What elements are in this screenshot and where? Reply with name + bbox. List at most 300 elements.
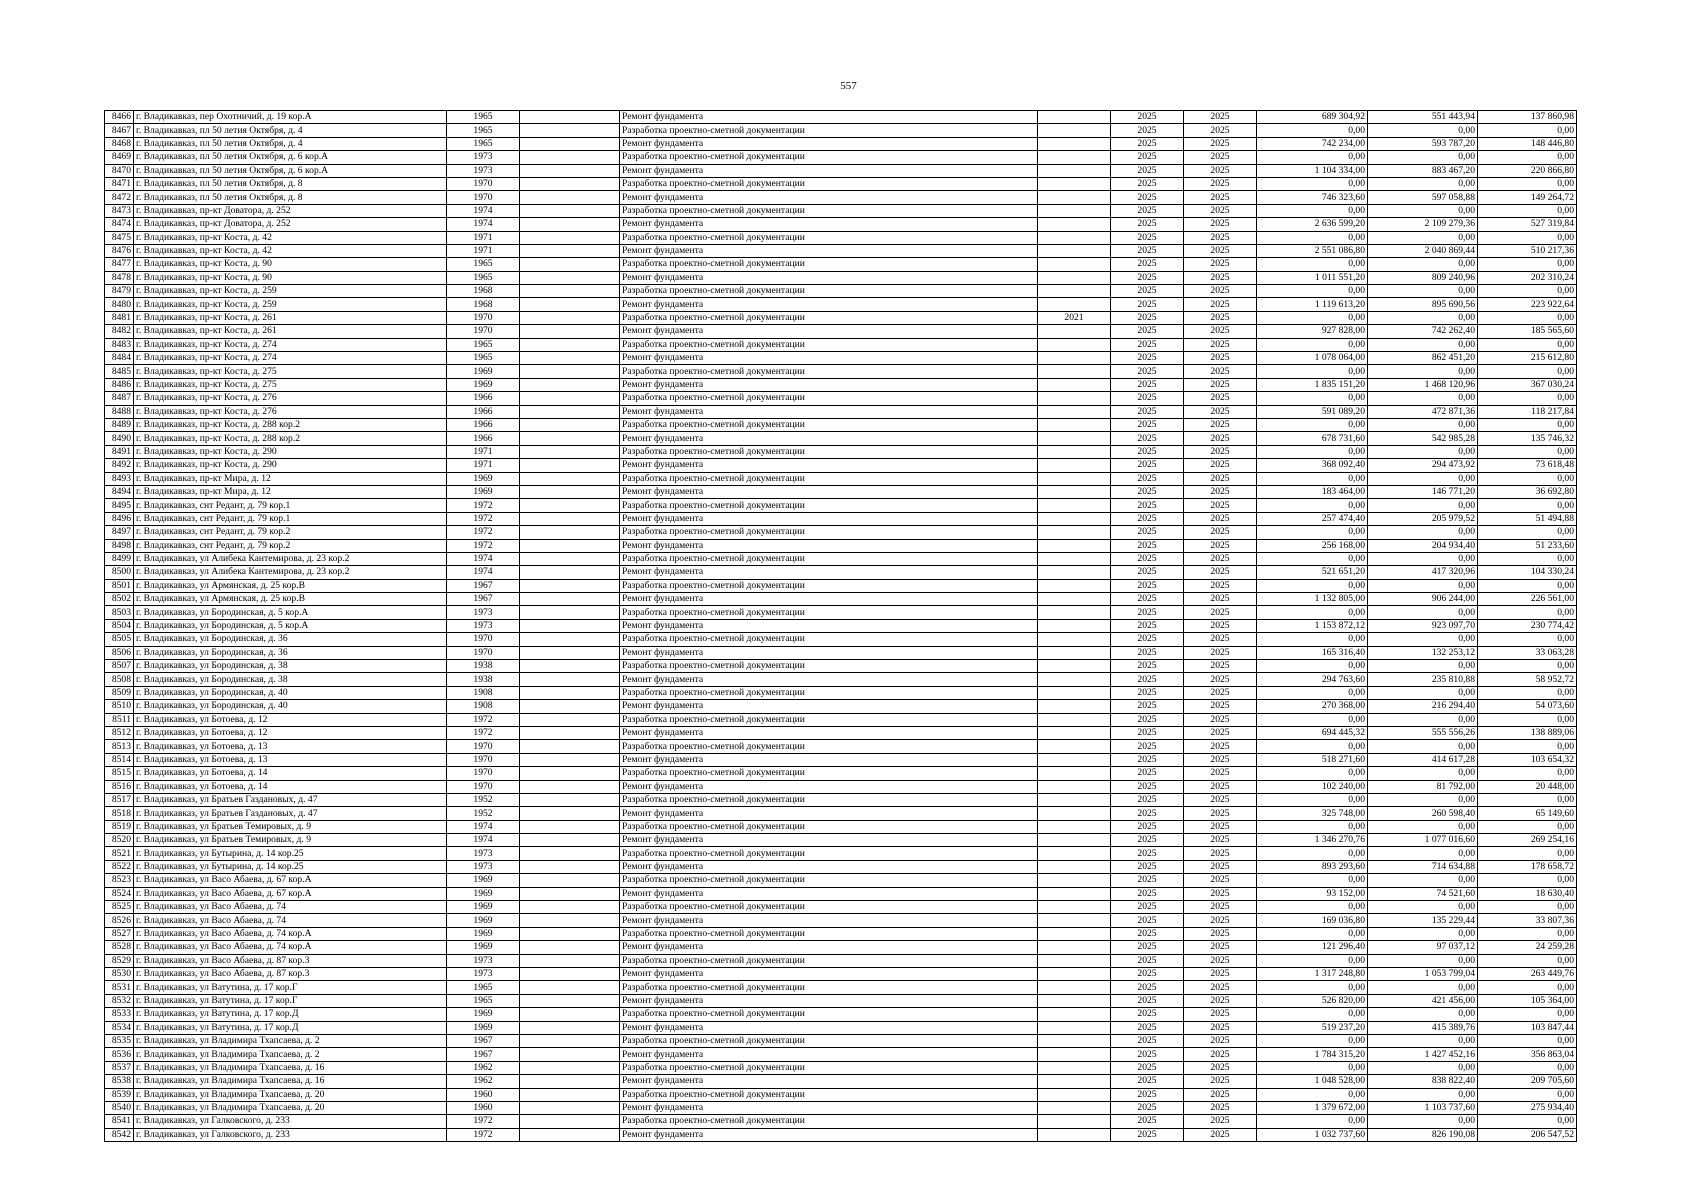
total-cost-cell: 0,00	[1257, 472, 1368, 485]
plan-start-cell: 2025	[1111, 352, 1184, 365]
prev-year-cell	[1038, 954, 1111, 967]
plan-start-cell: 2025	[1111, 1034, 1184, 1047]
build-year-cell: 1970	[447, 753, 520, 766]
table-row	[105, 552, 1577, 565]
fund-share-cell: 0,00	[1368, 660, 1478, 673]
build-year-cell: 1965	[447, 124, 520, 137]
plan-end-cell: 2025	[1184, 700, 1257, 713]
work-type-cell: Разработка проектно-сметной документации	[620, 1088, 1038, 1101]
prev-year-cell	[1038, 191, 1111, 204]
total-cost-cell: 0,00	[1257, 1115, 1368, 1128]
plan-start-cell: 2025	[1111, 485, 1184, 498]
total-cost-cell: 2 551 086,80	[1257, 244, 1368, 257]
total-cost-cell: 1 104 334,00	[1257, 164, 1368, 177]
total-cost-cell: 591 089,20	[1257, 405, 1368, 418]
owner-share-cell: 0,00	[1478, 365, 1577, 378]
fund-share-cell: 883 467,20	[1368, 164, 1478, 177]
build-year-cell: 1970	[447, 325, 520, 338]
work-type-cell: Ремонт фундамента	[620, 405, 1038, 418]
row-number: 8527	[105, 927, 134, 940]
blank-cell	[520, 566, 620, 579]
row-number: 8490	[105, 432, 134, 445]
plan-start-cell: 2025	[1111, 151, 1184, 164]
owner-share-cell: 0,00	[1478, 793, 1577, 806]
total-cost-cell: 521 651,20	[1257, 566, 1368, 579]
build-year-cell: 1972	[447, 539, 520, 552]
plan-end-cell: 2025	[1184, 767, 1257, 780]
address-cell: г. Владикавказ, ул Бородинская, д. 5 кор.А	[134, 606, 447, 619]
table-row	[105, 807, 1577, 820]
owner-share-cell: 103 654,32	[1478, 753, 1577, 766]
prev-year-cell	[1038, 646, 1111, 659]
address-cell: г. Владикавказ, ул Васо Абаева, д. 74	[134, 914, 447, 927]
work-type-cell: Разработка проектно-сметной документации	[620, 285, 1038, 298]
blank-cell	[520, 1008, 620, 1021]
owner-share-cell: 65 149,60	[1478, 807, 1577, 820]
blank-cell	[520, 432, 620, 445]
plan-start-cell: 2025	[1111, 325, 1184, 338]
table-row	[105, 378, 1577, 391]
prev-year-cell	[1038, 726, 1111, 739]
address-cell: г. Владикавказ, ул Братьев Темировых, д. 9	[134, 834, 447, 847]
row-number: 8499	[105, 552, 134, 565]
fund-share-cell: 0,00	[1368, 499, 1478, 512]
fund-share-cell: 0,00	[1368, 204, 1478, 217]
build-year-cell: 1908	[447, 686, 520, 699]
address-cell: г. Владикавказ, пр-кт Коста, д. 274	[134, 338, 447, 351]
plan-end-cell: 2025	[1184, 1115, 1257, 1128]
fund-share-cell: 1 427 452,16	[1368, 1048, 1478, 1061]
blank-cell	[520, 418, 620, 431]
owner-share-cell: 223 922,64	[1478, 298, 1577, 311]
owner-share-cell: 149 264,72	[1478, 191, 1577, 204]
table-row	[105, 646, 1577, 659]
build-year-cell: 1969	[447, 1021, 520, 1034]
build-year-cell: 1962	[447, 1061, 520, 1074]
total-cost-cell: 0,00	[1257, 124, 1368, 137]
plan-end-cell: 2025	[1184, 673, 1257, 686]
total-cost-cell: 0,00	[1257, 633, 1368, 646]
work-type-cell: Ремонт фундамента	[620, 753, 1038, 766]
fund-share-cell: 205 979,52	[1368, 512, 1478, 525]
plan-end-cell: 2025	[1184, 713, 1257, 726]
work-type-cell: Разработка проектно-сметной документации	[620, 927, 1038, 940]
owner-share-cell: 367 030,24	[1478, 378, 1577, 391]
build-year-cell: 1938	[447, 660, 520, 673]
plan-start-cell: 2025	[1111, 552, 1184, 565]
build-year-cell: 1969	[447, 472, 520, 485]
address-cell: г. Владикавказ, ул Владимира Тхапсаева, д. 20	[134, 1101, 447, 1114]
owner-share-cell: 275 934,40	[1478, 1101, 1577, 1114]
prev-year-cell	[1038, 1075, 1111, 1088]
prev-year-cell	[1038, 1021, 1111, 1034]
work-type-cell: Разработка проектно-сметной документации	[620, 633, 1038, 646]
blank-cell	[520, 807, 620, 820]
address-cell: г. Владикавказ, пр-кт Коста, д. 275	[134, 378, 447, 391]
total-cost-cell: 0,00	[1257, 1088, 1368, 1101]
work-type-cell: Разработка проектно-сметной документации	[620, 954, 1038, 967]
owner-share-cell: 20 448,00	[1478, 780, 1577, 793]
table-row	[105, 1061, 1577, 1074]
table-row	[105, 1101, 1577, 1114]
owner-share-cell: 185 565,60	[1478, 325, 1577, 338]
plan-end-cell: 2025	[1184, 793, 1257, 806]
blank-cell	[520, 164, 620, 177]
work-type-cell: Ремонт фундамента	[620, 378, 1038, 391]
build-year-cell: 1965	[447, 111, 520, 124]
work-type-cell: Разработка проектно-сметной документации	[620, 552, 1038, 565]
work-type-cell: Ремонт фундамента	[620, 619, 1038, 632]
plan-start-cell: 2025	[1111, 740, 1184, 753]
plan-start-cell: 2025	[1111, 606, 1184, 619]
prev-year-cell	[1038, 780, 1111, 793]
owner-share-cell: 138 889,06	[1478, 726, 1577, 739]
blank-cell	[520, 927, 620, 940]
table-row	[105, 914, 1577, 927]
plan-end-cell: 2025	[1184, 1034, 1257, 1047]
row-number: 8507	[105, 660, 134, 673]
address-cell: г. Владикавказ, ул Ватутина, д. 17 кор.Г	[134, 994, 447, 1007]
fund-share-cell: 0,00	[1368, 740, 1478, 753]
table-row	[105, 927, 1577, 940]
table-row	[105, 941, 1577, 954]
total-cost-cell: 0,00	[1257, 874, 1368, 887]
plan-start-cell: 2025	[1111, 700, 1184, 713]
table-row	[105, 418, 1577, 431]
build-year-cell: 1972	[447, 726, 520, 739]
owner-share-cell: 0,00	[1478, 686, 1577, 699]
owner-share-cell: 0,00	[1478, 445, 1577, 458]
row-number: 8534	[105, 1021, 134, 1034]
owner-share-cell: 0,00	[1478, 285, 1577, 298]
plan-start-cell: 2025	[1111, 941, 1184, 954]
plan-end-cell: 2025	[1184, 981, 1257, 994]
plan-start-cell: 2025	[1111, 512, 1184, 525]
plan-end-cell: 2025	[1184, 968, 1257, 981]
total-cost-cell: 0,00	[1257, 660, 1368, 673]
fund-share-cell: 809 240,96	[1368, 271, 1478, 284]
row-number: 8504	[105, 619, 134, 632]
blank-cell	[520, 1061, 620, 1074]
work-type-cell: Разработка проектно-сметной документации	[620, 151, 1038, 164]
prev-year-cell	[1038, 499, 1111, 512]
plan-end-cell: 2025	[1184, 298, 1257, 311]
plan-end-cell: 2025	[1184, 1021, 1257, 1034]
total-cost-cell: 0,00	[1257, 847, 1368, 860]
blank-cell	[520, 726, 620, 739]
fund-share-cell: 0,00	[1368, 1034, 1478, 1047]
table-row	[105, 726, 1577, 739]
row-number: 8530	[105, 968, 134, 981]
fund-share-cell: 0,00	[1368, 981, 1478, 994]
row-number: 8501	[105, 579, 134, 592]
address-cell: г. Владикавказ, ул Бородинская, д. 38	[134, 673, 447, 686]
total-cost-cell: 0,00	[1257, 231, 1368, 244]
build-year-cell: 1967	[447, 1034, 520, 1047]
total-cost-cell: 526 820,00	[1257, 994, 1368, 1007]
address-cell: г. Владикавказ, пл 50 летия Октября, д. 4	[134, 137, 447, 150]
blank-cell	[520, 459, 620, 472]
blank-cell	[520, 1088, 620, 1101]
row-number: 8517	[105, 793, 134, 806]
plan-end-cell: 2025	[1184, 111, 1257, 124]
work-type-cell: Разработка проектно-сметной документации	[620, 713, 1038, 726]
build-year-cell: 1967	[447, 579, 520, 592]
blank-cell	[520, 686, 620, 699]
total-cost-cell: 1 835 151,20	[1257, 378, 1368, 391]
fund-share-cell: 0,00	[1368, 365, 1478, 378]
table-row	[105, 874, 1577, 887]
table-row	[105, 338, 1577, 351]
table-row	[105, 365, 1577, 378]
owner-share-cell: 0,00	[1478, 552, 1577, 565]
prev-year-cell	[1038, 981, 1111, 994]
plan-end-cell: 2025	[1184, 258, 1257, 271]
plan-start-cell: 2025	[1111, 231, 1184, 244]
fund-share-cell: 132 253,12	[1368, 646, 1478, 659]
plan-start-cell: 2025	[1111, 566, 1184, 579]
row-number: 8487	[105, 392, 134, 405]
build-year-cell: 1973	[447, 954, 520, 967]
plan-start-cell: 2025	[1111, 593, 1184, 606]
prev-year-cell	[1038, 606, 1111, 619]
plan-start-cell: 2025	[1111, 1088, 1184, 1101]
row-number: 8489	[105, 418, 134, 431]
owner-share-cell: 118 217,84	[1478, 405, 1577, 418]
address-cell: г. Владикавказ, ул Васо Абаева, д. 74	[134, 901, 447, 914]
row-number: 8479	[105, 285, 134, 298]
row-number: 8496	[105, 512, 134, 525]
fund-share-cell: 1 103 737,60	[1368, 1101, 1478, 1114]
address-cell: г. Владикавказ, ул Владимира Тхапсаева, д. 2	[134, 1034, 447, 1047]
table-row	[105, 539, 1577, 552]
address-cell: г. Владикавказ, пр-кт Коста, д. 261	[134, 325, 447, 338]
prev-year-cell	[1038, 753, 1111, 766]
address-cell: г. Владикавказ, ул Братьев Газдановых, д. 47	[134, 807, 447, 820]
row-number: 8476	[105, 244, 134, 257]
total-cost-cell: 1 078 064,00	[1257, 352, 1368, 365]
build-year-cell: 1970	[447, 633, 520, 646]
prev-year-cell: 2021	[1038, 311, 1111, 324]
build-year-cell: 1970	[447, 191, 520, 204]
plan-end-cell: 2025	[1184, 405, 1257, 418]
prev-year-cell	[1038, 204, 1111, 217]
row-number: 8481	[105, 311, 134, 324]
work-type-cell: Ремонт фундамента	[620, 593, 1038, 606]
build-year-cell: 1965	[447, 338, 520, 351]
work-type-cell: Ремонт фундамента	[620, 137, 1038, 150]
blank-cell	[520, 619, 620, 632]
row-number: 8511	[105, 713, 134, 726]
work-type-cell: Ремонт фундамента	[620, 860, 1038, 873]
row-number: 8492	[105, 459, 134, 472]
owner-share-cell: 0,00	[1478, 258, 1577, 271]
table-row	[105, 191, 1577, 204]
owner-share-cell: 0,00	[1478, 177, 1577, 190]
owner-share-cell: 24 259,28	[1478, 941, 1577, 954]
fund-share-cell: 414 617,28	[1368, 753, 1478, 766]
plan-end-cell: 2025	[1184, 485, 1257, 498]
plan-end-cell: 2025	[1184, 726, 1257, 739]
table-row	[105, 740, 1577, 753]
total-cost-cell: 121 296,40	[1257, 941, 1368, 954]
build-year-cell: 1972	[447, 1128, 520, 1141]
table-row	[105, 325, 1577, 338]
total-cost-cell: 165 316,40	[1257, 646, 1368, 659]
fund-share-cell: 0,00	[1368, 606, 1478, 619]
plan-end-cell: 2025	[1184, 927, 1257, 940]
table-row	[105, 820, 1577, 833]
blank-cell	[520, 298, 620, 311]
build-year-cell: 1973	[447, 164, 520, 177]
total-cost-cell: 0,00	[1257, 177, 1368, 190]
fund-share-cell: 0,00	[1368, 338, 1478, 351]
blank-cell	[520, 660, 620, 673]
total-cost-cell: 0,00	[1257, 686, 1368, 699]
row-number: 8474	[105, 218, 134, 231]
build-year-cell: 1973	[447, 968, 520, 981]
table-row	[105, 606, 1577, 619]
row-number: 8513	[105, 740, 134, 753]
plan-start-cell: 2025	[1111, 968, 1184, 981]
blank-cell	[520, 258, 620, 271]
total-cost-cell: 1 346 270,76	[1257, 834, 1368, 847]
blank-cell	[520, 1034, 620, 1047]
plan-start-cell: 2025	[1111, 874, 1184, 887]
blank-cell	[520, 338, 620, 351]
plan-start-cell: 2025	[1111, 579, 1184, 592]
prev-year-cell	[1038, 700, 1111, 713]
table-row	[105, 619, 1577, 632]
total-cost-cell: 169 036,80	[1257, 914, 1368, 927]
owner-share-cell: 527 319,84	[1478, 218, 1577, 231]
plan-start-cell: 2025	[1111, 298, 1184, 311]
plan-end-cell: 2025	[1184, 1088, 1257, 1101]
owner-share-cell: 220 866,80	[1478, 164, 1577, 177]
prev-year-cell	[1038, 1034, 1111, 1047]
prev-year-cell	[1038, 285, 1111, 298]
fund-share-cell: 0,00	[1368, 445, 1478, 458]
plan-end-cell: 2025	[1184, 914, 1257, 927]
total-cost-cell: 0,00	[1257, 954, 1368, 967]
fund-share-cell: 146 771,20	[1368, 485, 1478, 498]
row-number: 8498	[105, 539, 134, 552]
work-type-cell: Разработка проектно-сметной документации	[620, 338, 1038, 351]
blank-cell	[520, 606, 620, 619]
build-year-cell: 1972	[447, 526, 520, 539]
work-type-cell: Ремонт фундамента	[620, 485, 1038, 498]
plan-start-cell: 2025	[1111, 124, 1184, 137]
blank-cell	[520, 392, 620, 405]
fund-share-cell: 421 456,00	[1368, 994, 1478, 1007]
fund-share-cell: 0,00	[1368, 472, 1478, 485]
row-number: 8495	[105, 499, 134, 512]
fund-share-cell: 0,00	[1368, 1008, 1478, 1021]
address-cell: г. Владикавказ, ул Армянская, д. 25 кор.В	[134, 593, 447, 606]
total-cost-cell: 0,00	[1257, 204, 1368, 217]
total-cost-cell: 102 240,00	[1257, 780, 1368, 793]
owner-share-cell: 0,00	[1478, 767, 1577, 780]
address-cell: г. Владикавказ, ул Бородинская, д. 38	[134, 660, 447, 673]
fund-share-cell: 97 037,12	[1368, 941, 1478, 954]
row-number: 8514	[105, 753, 134, 766]
work-type-cell: Ремонт фундамента	[620, 298, 1038, 311]
table-row	[105, 633, 1577, 646]
address-cell: г. Владикавказ, ул Владимира Тхапсаева, д. 2	[134, 1048, 447, 1061]
blank-cell	[520, 352, 620, 365]
plan-end-cell: 2025	[1184, 445, 1257, 458]
address-cell: г. Владикавказ, пр-кт Коста, д. 261	[134, 311, 447, 324]
owner-share-cell: 0,00	[1478, 124, 1577, 137]
prev-year-cell	[1038, 686, 1111, 699]
build-year-cell: 1965	[447, 137, 520, 150]
plan-start-cell: 2025	[1111, 1061, 1184, 1074]
total-cost-cell: 0,00	[1257, 258, 1368, 271]
table-row	[105, 459, 1577, 472]
plan-start-cell: 2025	[1111, 713, 1184, 726]
plan-start-cell: 2025	[1111, 392, 1184, 405]
owner-share-cell: 226 561,00	[1478, 593, 1577, 606]
table-row	[105, 244, 1577, 257]
blank-cell	[520, 137, 620, 150]
owner-share-cell: 0,00	[1478, 418, 1577, 431]
row-number: 8493	[105, 472, 134, 485]
row-number: 8524	[105, 887, 134, 900]
address-cell: г. Владикавказ, пр-кт Коста, д. 275	[134, 365, 447, 378]
owner-share-cell: 0,00	[1478, 740, 1577, 753]
owner-share-cell: 510 217,36	[1478, 244, 1577, 257]
table-row	[105, 1034, 1577, 1047]
work-type-cell: Ремонт фундамента	[620, 994, 1038, 1007]
row-number: 8503	[105, 606, 134, 619]
address-cell: г. Владикавказ, ул Владимира Тхапсаева, д. 16	[134, 1061, 447, 1074]
build-year-cell: 1969	[447, 914, 520, 927]
blank-cell	[520, 325, 620, 338]
total-cost-cell: 325 748,00	[1257, 807, 1368, 820]
plan-start-cell: 2025	[1111, 954, 1184, 967]
address-cell: г. Владикавказ, ул Васо Абаева, д. 87 кор.3	[134, 968, 447, 981]
plan-end-cell: 2025	[1184, 807, 1257, 820]
blank-cell	[520, 365, 620, 378]
plan-start-cell: 2025	[1111, 646, 1184, 659]
prev-year-cell	[1038, 177, 1111, 190]
build-year-cell: 1972	[447, 713, 520, 726]
owner-share-cell: 0,00	[1478, 874, 1577, 887]
prev-year-cell	[1038, 619, 1111, 632]
prev-year-cell	[1038, 1115, 1111, 1128]
total-cost-cell: 1 032 737,60	[1257, 1128, 1368, 1141]
work-type-cell: Разработка проектно-сметной документации	[620, 526, 1038, 539]
table-row	[105, 526, 1577, 539]
build-year-cell: 1969	[447, 485, 520, 498]
row-number: 8520	[105, 834, 134, 847]
table-row	[105, 1088, 1577, 1101]
work-type-cell: Разработка проектно-сметной документации	[620, 579, 1038, 592]
owner-share-cell: 209 705,60	[1478, 1075, 1577, 1088]
address-cell: г. Владикавказ, пр-кт Коста, д. 276	[134, 405, 447, 418]
plan-start-cell: 2025	[1111, 619, 1184, 632]
row-number: 8521	[105, 847, 134, 860]
total-cost-cell: 257 474,40	[1257, 512, 1368, 525]
table-row	[105, 472, 1577, 485]
work-type-cell: Разработка проектно-сметной документации	[620, 124, 1038, 137]
owner-share-cell: 0,00	[1478, 392, 1577, 405]
build-year-cell: 1960	[447, 1088, 520, 1101]
build-year-cell: 1970	[447, 780, 520, 793]
address-cell: г. Владикавказ, пр-кт Коста, д. 288 кор.2	[134, 418, 447, 431]
address-cell: г. Владикавказ, пр-кт Коста, д. 259	[134, 298, 447, 311]
owner-share-cell: 54 073,60	[1478, 700, 1577, 713]
